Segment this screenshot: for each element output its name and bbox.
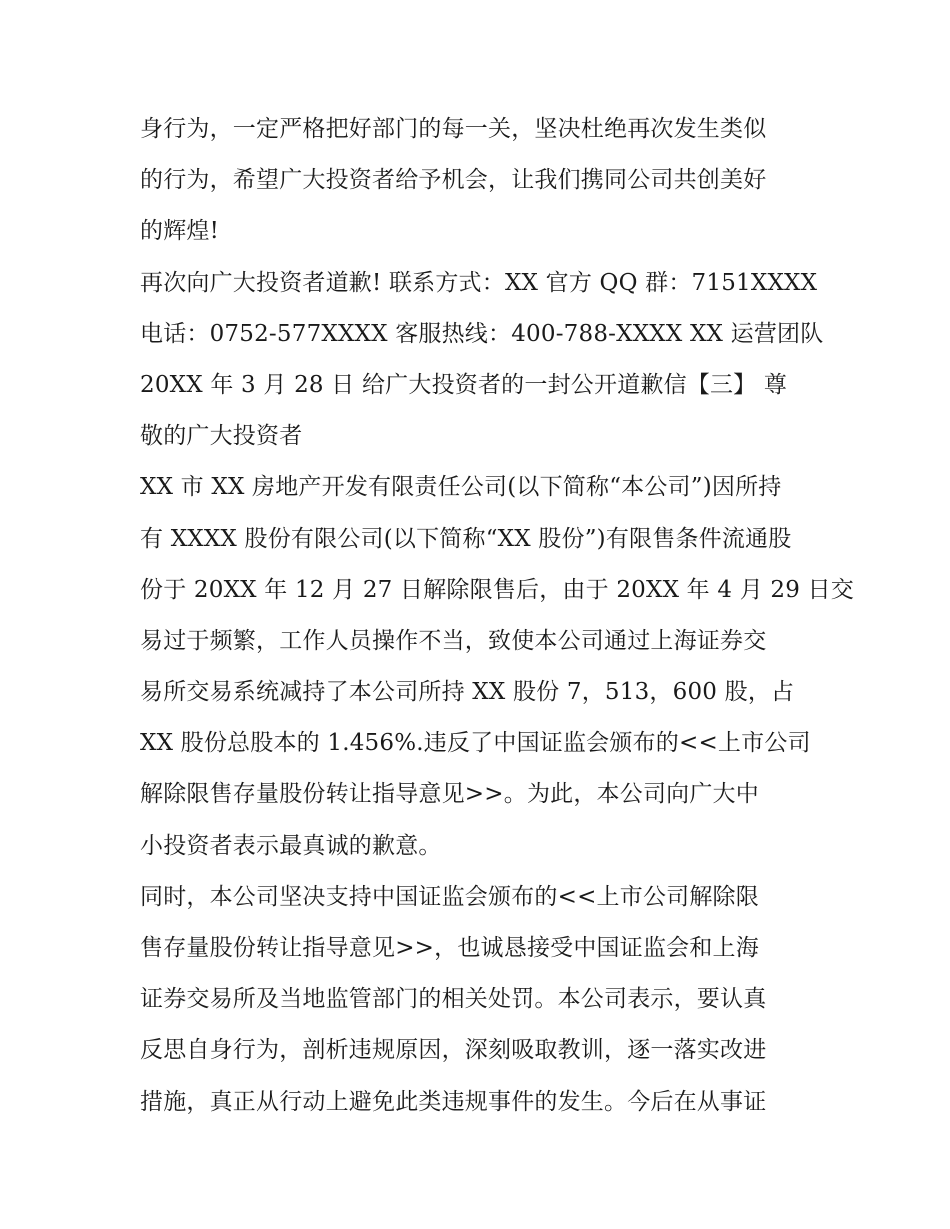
text-line: 措施，真正从行动上避免此类违规事件的发生。今后在从事证: [140, 1088, 767, 1115]
text-line: 易过于频繁，工作人员操作不当，致使本公司通过上海证券交: [140, 627, 767, 654]
text-line: 再次向广大投资者道歉! 联系方式：XX 官方 QQ 群：7151XXXX: [140, 269, 818, 296]
text-line: 20XX 年 3 月 28 日 给广大投资者的一封公开道歉信【三】 尊: [140, 371, 788, 398]
text-line: 同时，本公司坚决支持中国证监会颁布的<<上市公司解除限: [140, 883, 759, 910]
text-line: 解除限售存量股份转让指导意见>>。为此，本公司向广大中: [140, 781, 759, 808]
text-line: 反思自身行为，剖析违规原因，深刻吸取教训，逐一落实改进: [140, 1037, 767, 1064]
text-line: 身行为，一定严格把好部门的每一关，坚决杜绝再次发生类似: [140, 116, 767, 142]
text-line: 有 XXXX 股份有限公司(以下简称“XX 股份”)有限售条件流通股: [140, 525, 792, 552]
text-line: XX 市 XX 房地产开发有限责任公司(以下简称“本公司”)因所持: [140, 474, 782, 501]
text-line: 易所交易系统减持了本公司所持 XX 股份 7，513，600 股，占: [140, 679, 795, 706]
text-line: 证券交易所及当地监管部门的相关处罚。本公司表示，要认真: [140, 986, 767, 1013]
text-line: 的辉煌!: [140, 218, 220, 245]
text-line: 电话：0752-577XXXX 客服热线：400-788-XXXX XX 运营团队: [140, 320, 824, 347]
text-line: 小投资者表示最真诚的歉意。: [140, 832, 442, 859]
text-line: 的行为，希望广大投资者给予机会，让我们携同公司共创美好: [140, 167, 767, 194]
document-body: [140, 104, 854, 1128]
text-line: 份于 20XX 年 12 月 27 日解除限售后，由于 20XX 年 4 月 29 日交: [140, 576, 854, 603]
text-line: 敬的广大投资者: [140, 423, 303, 450]
text-line: XX 股份总股本的 1.456%.违反了中国证监会颁布的<<上市公司: [140, 730, 811, 757]
text-line: 售存量股份转让指导意见>>，也诚恳接受中国证监会和上海: [140, 935, 759, 961]
